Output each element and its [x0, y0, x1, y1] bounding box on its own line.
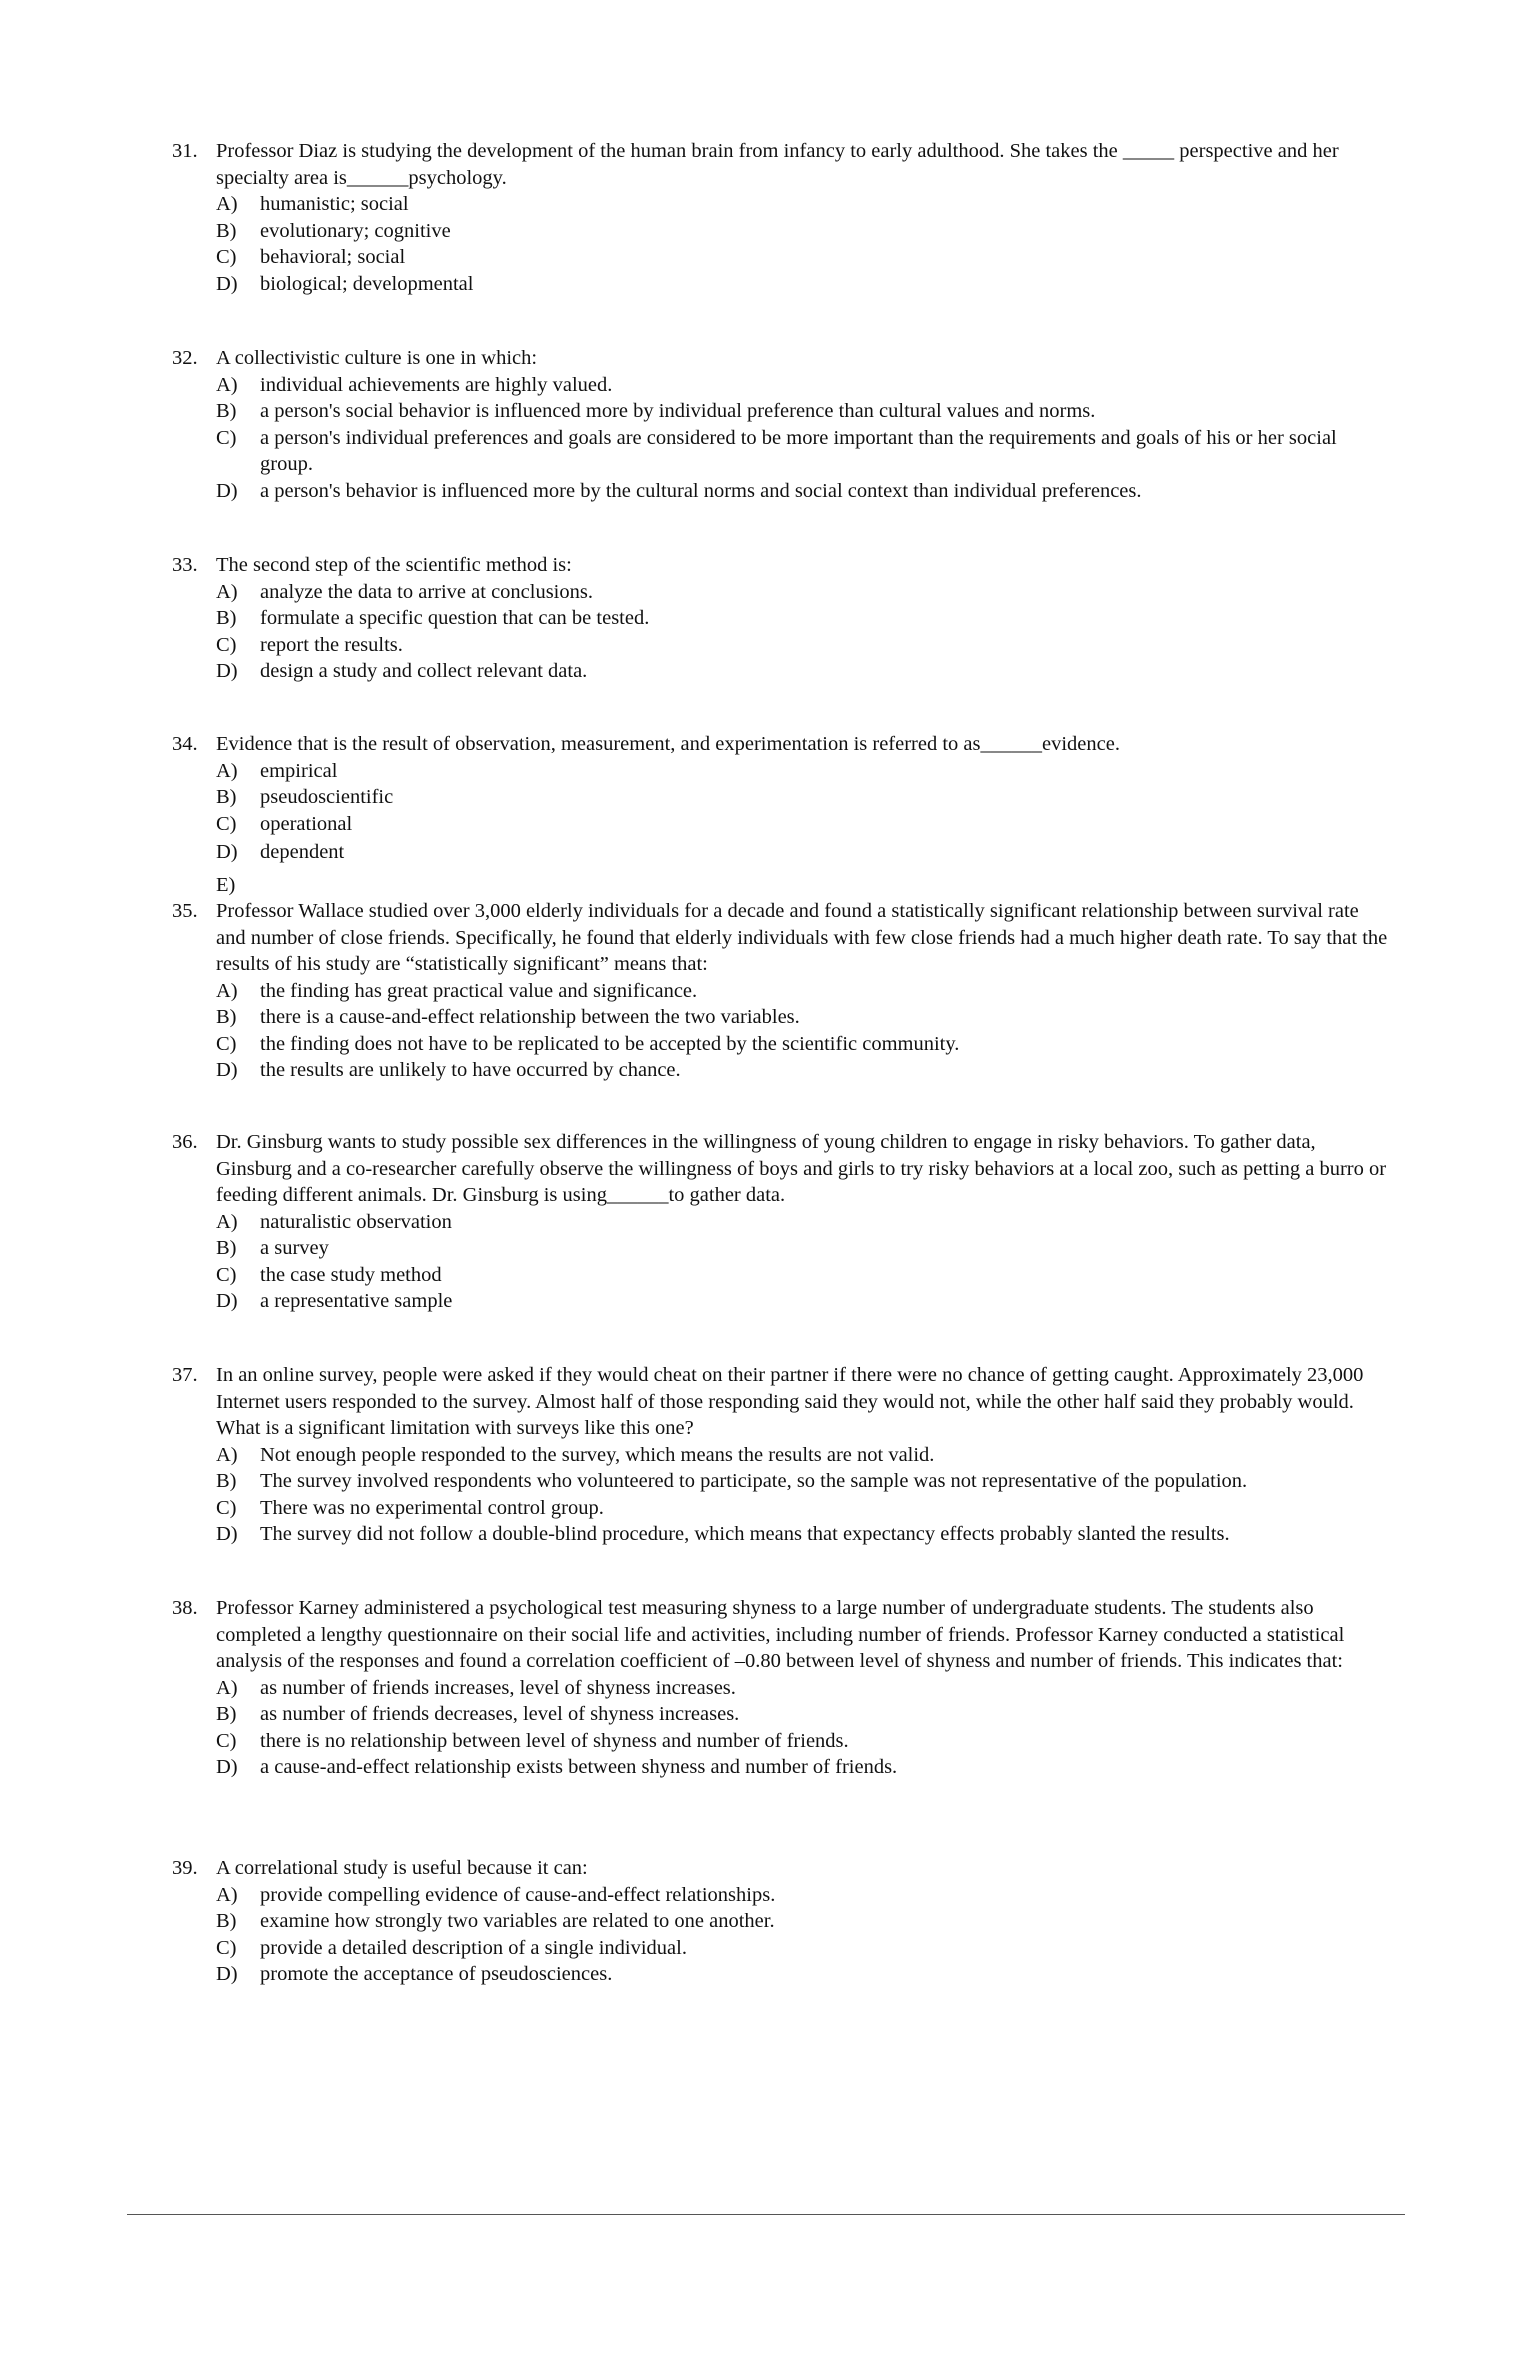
answer-option [172, 1235, 1392, 1262]
option-letter: C) [216, 1496, 237, 1519]
footer-divider [127, 2214, 1405, 2215]
question-number: 31. [172, 140, 198, 162]
option-text: operational [260, 812, 353, 835]
option-text: behavioral; social [260, 246, 406, 268]
option-text: a person's behavior is influenced more by the cultural norms and social context than individual preferences. [260, 479, 1142, 502]
option-text: there is no relationship between level of shyness and number of friends. [260, 1729, 849, 1752]
question-33 [172, 552, 1392, 685]
question-stem [172, 1595, 1392, 1675]
answer-option [172, 1262, 1392, 1289]
answer-option [172, 1495, 1392, 1522]
option-text: a cause-and-effect relationship exists between shyness and number of friends. [260, 1756, 898, 1778]
answer-option [172, 1442, 1392, 1469]
question-number: 32. [172, 347, 198, 369]
option-text: the results are unlikely to have occurred by chance. [260, 1059, 681, 1081]
question-38 [172, 1595, 1392, 1781]
option-text: Not enough people responded to the survey, which means the results are not valid. [260, 1443, 935, 1466]
option-text: the finding does not have to be replicated to be accepted by the scientific community. [260, 1032, 960, 1055]
question-text: Evidence that is the result of observation, measurement, and experimentation is referred to as______evidence. [216, 733, 1120, 755]
question-36 [172, 1129, 1392, 1315]
question-text: Dr. Ginsburg wants to study possible sex differences in the willingness of young children to engage in risky behaviors. To gather data, Ginsburg and a co-researcher carefully observe the willingness of boys and girls to try risky behaviors at a local zoo, such as petting a burro or feeding different animals. Dr. Ginsburg is using______to gather data. [216, 1131, 1387, 1206]
answer-option [172, 1209, 1392, 1236]
option-letter: C) [216, 812, 237, 835]
option-letter: C) [216, 633, 237, 656]
option-text: the finding has great practical value and significance. [260, 979, 698, 1002]
option-text: a representative sample [260, 1290, 453, 1312]
question-32 [172, 345, 1392, 504]
option-text: provide a detailed description of a single individual. [260, 1936, 687, 1959]
answer-option [172, 191, 1392, 218]
option-text: individual achievements are highly valued. [260, 373, 613, 396]
question-text: In an online survey, people were asked if they would cheat on their partner if there were no chance of getting caught. Approximately 23,000 Internet users responded to the survey. Almost half of those responding said they would not, while the other half said they probably would. What is a significant limitation with surveys like this one? [216, 1364, 1364, 1439]
question-number: 34. [172, 733, 198, 755]
answer-option [172, 1004, 1392, 1031]
answer-option [172, 1701, 1392, 1728]
answer-option [172, 1754, 1392, 1781]
option-text: empirical [260, 759, 338, 782]
answer-option [172, 1882, 1392, 1909]
question-number: 39. [172, 1857, 198, 1879]
option-letter: A) [216, 193, 238, 215]
option-letter: B) [216, 1237, 237, 1259]
question-text: Professor Karney administered a psychological test measuring shyness to a large number of undergraduate students. The students also completed a lengthy questionnaire on their social life and activities, including number of friends. Professor Karney conducted a statistical analysis of the responses and found a correlation coefficient of –0.80 between level of shyness and number of friends. This indicates that: [216, 1597, 1345, 1672]
option-letter: C) [216, 1936, 237, 1959]
answer-option [172, 1675, 1392, 1702]
answer-option [172, 811, 1392, 838]
option-text: humanistic; social [260, 193, 409, 215]
answer-option [172, 1031, 1392, 1058]
answer-options [172, 1675, 1392, 1781]
question-stem [172, 1129, 1392, 1209]
option-text: There was no experimental control group. [260, 1496, 604, 1519]
answer-options [172, 1209, 1392, 1315]
option-text: design a study and collect relevant data. [260, 660, 588, 682]
option-text: analyze the data to arrive at conclusions. [260, 580, 593, 603]
option-letter: B) [216, 1910, 237, 1932]
question-37 [172, 1362, 1392, 1548]
option-letter: B) [216, 1006, 237, 1028]
option-letter: B) [216, 1470, 237, 1492]
answer-option [172, 758, 1392, 785]
answer-options [172, 1442, 1392, 1548]
option-letter: A) [216, 1883, 238, 1906]
option-letter: B) [216, 607, 237, 629]
question-text: A collectivistic culture is one in which: [216, 347, 538, 369]
answer-option [172, 978, 1392, 1005]
option-letter: D) [216, 272, 238, 295]
option-letter: D) [216, 479, 238, 502]
option-letter: D) [216, 1523, 238, 1545]
answer-option [172, 579, 1392, 606]
answer-options [172, 1882, 1392, 1988]
answer-option [172, 784, 1392, 811]
answer-option [172, 398, 1392, 425]
option-text: provide compelling evidence of cause-and-effect relationships. [260, 1883, 776, 1906]
answer-option [172, 1288, 1392, 1315]
option-text: The survey did not follow a double-blind procedure, which means that expectancy effects probably slanted the results. [260, 1523, 1230, 1545]
answer-option [172, 632, 1392, 659]
option-letter: C) [216, 1263, 237, 1286]
option-letter: D) [216, 1756, 238, 1778]
option-letter: C) [216, 1729, 237, 1752]
question-stem [172, 552, 1392, 579]
option-text: biological; developmental [260, 272, 474, 295]
answer-option [172, 839, 1392, 866]
answer-option [172, 1935, 1392, 1962]
question-number: 35. [172, 900, 198, 922]
answer-option [172, 478, 1392, 505]
answer-option [172, 1728, 1392, 1755]
question-35 [172, 898, 1392, 1084]
option-letter: A) [216, 580, 238, 603]
option-letter: A) [216, 1676, 238, 1699]
answer-option [172, 1908, 1392, 1935]
question-34 [172, 731, 1392, 898]
option-letter: C) [216, 246, 237, 268]
answer-option [172, 218, 1392, 245]
answer-options [172, 191, 1392, 297]
option-text: as number of friends decreases, level of shyness increases. [260, 1703, 740, 1725]
question-stem [172, 1855, 1392, 1882]
question-31 [172, 138, 1392, 297]
option-text: a person's individual preferences and goals are considered to be more important than the requirements and goals of his or her social group. [260, 426, 1337, 475]
option-text: pseudoscientific [260, 786, 394, 808]
answer-option [172, 1521, 1392, 1548]
option-letter: D) [216, 1290, 238, 1312]
option-letter: A) [216, 1210, 238, 1233]
question-stem [172, 138, 1392, 191]
question-number: 37. [172, 1364, 198, 1386]
option-text: a survey [260, 1237, 329, 1259]
option-text: there is a cause-and-effect relationship between the two variables. [260, 1006, 800, 1028]
question-text: Professor Diaz is studying the development of the human brain from infancy to early adulthood. She takes the _____ perspective and her specialty area is______psychology. [216, 140, 1339, 189]
option-letter: D) [216, 1059, 238, 1081]
option-letter: B) [216, 786, 237, 808]
option-text: a person's social behavior is influenced more by individual preference than cultural values and norms. [260, 400, 1096, 422]
option-text: the case study method [260, 1263, 442, 1286]
answer-option [172, 1057, 1392, 1084]
question-39 [172, 1855, 1392, 1988]
option-letter: B) [216, 219, 237, 242]
question-stem [172, 898, 1392, 978]
option-text: dependent [260, 841, 345, 863]
answer-option [172, 1961, 1392, 1988]
option-letter: E) [216, 873, 236, 896]
option-letter: D) [216, 841, 238, 863]
option-text: evolutionary; cognitive [260, 219, 451, 242]
question-number: 38. [172, 1597, 198, 1619]
answer-option [172, 872, 1392, 898]
option-text: promote the acceptance of pseudosciences. [260, 1963, 613, 1985]
option-letter: D) [216, 660, 238, 682]
answer-options [172, 978, 1392, 1084]
question-text: Professor Wallace studied over 3,000 elderly individuals for a decade and found a statistically significant relationship between survival rate and number of close friends. Specifically, he found that elderly individuals with few close friends had a much higher death rate. To say that the results of his study are “statistically significant” means that: [216, 900, 1388, 975]
answer-options [172, 372, 1392, 505]
option-letter: B) [216, 1703, 237, 1725]
option-letter: C) [216, 426, 237, 449]
option-letter: A) [216, 979, 238, 1002]
question-text: A correlational study is useful because it can: [216, 1857, 588, 1879]
question-number: 36. [172, 1131, 198, 1153]
answer-options [172, 579, 1392, 685]
answer-option [172, 605, 1392, 632]
answer-option [172, 425, 1392, 478]
answer-option [172, 244, 1392, 271]
option-letter: A) [216, 373, 238, 396]
option-text: as number of friends increases, level of shyness increases. [260, 1676, 736, 1699]
question-stem [172, 731, 1392, 758]
answer-option [172, 271, 1392, 298]
answer-options [172, 758, 1392, 898]
question-stem [172, 1362, 1392, 1442]
option-text: examine how strongly two variables are related to one another. [260, 1910, 775, 1932]
option-letter: D) [216, 1963, 238, 1985]
question-stem [172, 345, 1392, 372]
option-text: formulate a specific question that can be tested. [260, 607, 650, 629]
answer-option [172, 372, 1392, 399]
option-text: report the results. [260, 633, 403, 656]
option-letter: B) [216, 400, 237, 422]
question-number: 33. [172, 554, 198, 576]
option-letter: A) [216, 1443, 238, 1466]
option-letter: A) [216, 759, 238, 782]
answer-option [172, 658, 1392, 685]
option-text: naturalistic observation [260, 1210, 452, 1233]
option-text: The survey involved respondents who volunteered to participate, so the sample was not representative of the population. [260, 1470, 1248, 1492]
question-text: The second step of the scientific method is: [216, 554, 572, 576]
option-letter: C) [216, 1032, 237, 1055]
answer-option [172, 1468, 1392, 1495]
